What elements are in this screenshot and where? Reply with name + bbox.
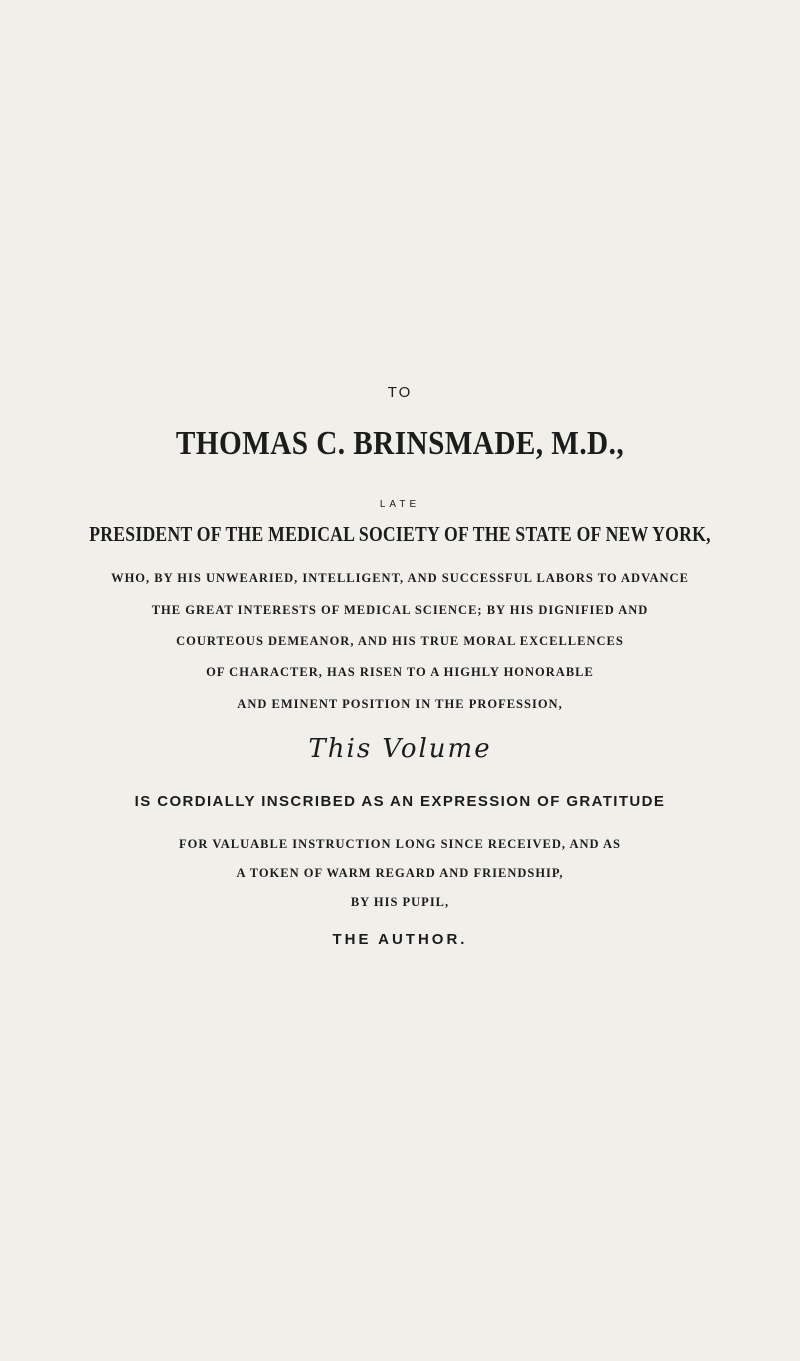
- closing-line: FOR VALUABLE INSTRUCTION LONG SINCE RECEIVED, AND AS: [179, 837, 621, 851]
- inscription-line: IS CORDIALLY INSCRIBED AS AN EXPRESSION OF GRATITUDE: [134, 793, 666, 810]
- tribute-line: COURTEOUS DEMEANOR, AND HIS TRUE MORAL EXCELLENCES: [176, 634, 624, 648]
- tribute-line: AND EMINENT POSITION IN THE PROFESSION,: [237, 697, 563, 711]
- president-title: PRESIDENT OF THE MEDICAL SOCIETY OF THE STATE OF NEW YORK,: [89, 522, 711, 546]
- tribute-line: OF CHARACTER, HAS RISEN TO A HIGHLY HONORABLE: [206, 665, 594, 679]
- tribute-line: THE GREAT INTERESTS OF MEDICAL SCIENCE; BY HIS DIGNIFIED AND: [151, 603, 649, 617]
- closing-line: BY HIS PUPIL,: [350, 895, 450, 909]
- author-signature: THE AUTHOR.: [332, 931, 468, 948]
- tribute-line: WHO, BY HIS UNWEARIED, INTELLIGENT, AND SUCCESSFUL LABORS TO ADVANCE: [111, 571, 689, 585]
- late-label: LATE: [379, 499, 421, 510]
- to-heading: TO: [387, 384, 413, 401]
- this-volume-heading: This Volume: [308, 734, 492, 764]
- closing-line: A TOKEN OF WARM REGARD AND FRIENDSHIP,: [236, 866, 564, 880]
- dedicatee-name: THOMAS C. BRINSMADE, M.D.,: [175, 425, 625, 462]
